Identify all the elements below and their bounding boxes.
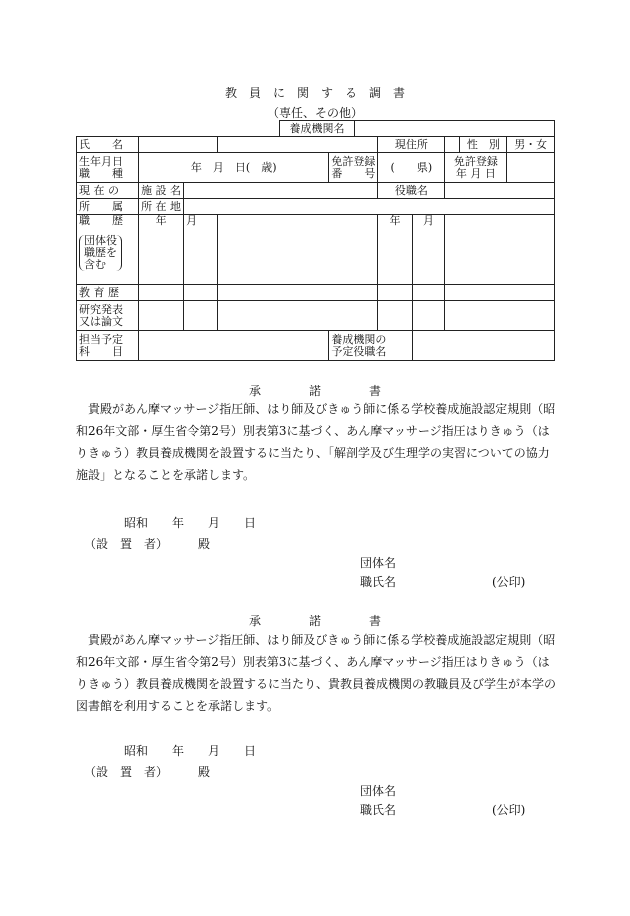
birth-label: 生年月日 bbox=[79, 154, 123, 168]
research-label bbox=[77, 301, 139, 331]
consent2-seal: (公印) bbox=[492, 803, 526, 817]
consent2-founder: （設 置 者） 殿 bbox=[84, 765, 211, 779]
consent1-org-label: 団体名 bbox=[360, 556, 397, 570]
group-note-3: 含む bbox=[84, 258, 106, 271]
name-field[interactable] bbox=[139, 137, 218, 153]
location-label: 所 在 地 bbox=[139, 199, 184, 215]
career-year-column-2[interactable]: 年 bbox=[378, 215, 412, 285]
career-detail-column[interactable] bbox=[218, 215, 378, 285]
sex-options[interactable]: 男・女 bbox=[507, 137, 555, 153]
license-number-label-1: 免許登録 bbox=[331, 154, 376, 168]
career-year-column[interactable]: 年 bbox=[139, 215, 184, 285]
consent1-date: 昭和 年 月 日 bbox=[124, 516, 257, 530]
research-label-1: 研究発表 bbox=[79, 302, 123, 316]
consent1-heading: 承 諾 書 bbox=[248, 384, 381, 398]
page-subtitle: （専任、その他） bbox=[266, 106, 363, 120]
consent2-heading: 承 諾 書 bbox=[248, 614, 381, 628]
name-label: 氏 名 bbox=[77, 137, 139, 153]
page-title: 教 員 に 関 す る 調 書 bbox=[224, 86, 405, 100]
subject-field[interactable] bbox=[139, 331, 329, 361]
institution-name-field[interactable] bbox=[355, 121, 555, 137]
license-number-label bbox=[329, 153, 378, 183]
institution-name-box bbox=[279, 120, 555, 137]
facility-name-field[interactable] bbox=[184, 183, 378, 199]
birth-job-label bbox=[77, 153, 139, 183]
career-month-column-2[interactable]: 月 bbox=[412, 215, 445, 285]
group-note-1: 団体役 bbox=[84, 234, 117, 247]
license-number-label-2: 番 号 bbox=[331, 166, 376, 180]
planned-position-label-2: 予定役職名 bbox=[331, 344, 387, 358]
career-label: 職 歴 bbox=[79, 214, 123, 227]
career-month-column[interactable]: 月 bbox=[184, 215, 218, 285]
license-date-label-1: 免許登録 bbox=[453, 154, 498, 168]
job-label: 職 種 bbox=[79, 166, 123, 180]
position-field[interactable] bbox=[445, 183, 555, 199]
consent2-name-label: 職氏名 bbox=[360, 803, 397, 817]
consent2-date: 昭和 年 月 日 bbox=[124, 744, 257, 758]
career-label-cell bbox=[77, 215, 139, 285]
position-label: 役職名 bbox=[378, 183, 445, 199]
sex-label: 性 別 bbox=[460, 137, 507, 153]
teacher-form bbox=[76, 136, 555, 361]
consent1-body: 貴殿があん摩マッサージ指圧師、はり師及びきゅう師に係る学校養成施設認定規則（昭和26年文部・厚生省令第2号）別表第3に基づく、あん摩マッサージ指圧はりきゅう（はりきゅう）教員養成機関を設置するに当たり、「解剖学及び生理学の実習についての協力施設」となることを承諾します。 bbox=[76, 402, 556, 482]
institution-name-label: 養成機関名 bbox=[280, 121, 355, 137]
affiliation-label: 所 属 bbox=[77, 199, 139, 215]
planned-position-label bbox=[329, 331, 412, 361]
consent2-body: 貴殿があん摩マッサージ指圧師、はり師及びきゅう師に係る学校養成施設認定規則（昭和26年文部・厚生省令第2号）別表第3に基づく、あん摩マッサージ指圧はりきゅう（はりきゅう）教員養成機関を設置するに当たり、貴教員養成機関の教職員及び学生が本学の図書館を利用することを承諾します。 bbox=[76, 633, 557, 713]
birth-field[interactable]: 年 月 日( 歳) bbox=[139, 153, 329, 183]
career-detail-column-2[interactable] bbox=[445, 215, 555, 285]
education-field[interactable] bbox=[445, 285, 555, 301]
address-field[interactable] bbox=[445, 137, 460, 153]
current-label: 現 在 の bbox=[77, 183, 139, 199]
research-field[interactable] bbox=[445, 301, 555, 331]
license-date-label-2: 年 月 日 bbox=[455, 166, 496, 180]
consent2-org-label: 団体名 bbox=[360, 784, 397, 798]
address-label: 現住所 bbox=[378, 137, 445, 153]
license-date-label bbox=[445, 153, 507, 183]
subject-label-1: 担当予定 bbox=[79, 332, 123, 346]
planned-position-label-1: 養成機関の bbox=[331, 332, 387, 346]
prefecture-field[interactable]: ( 県) bbox=[378, 153, 445, 183]
consent1-name-label: 職氏名 bbox=[360, 575, 397, 589]
group-note bbox=[79, 235, 136, 271]
location-field[interactable] bbox=[184, 199, 555, 215]
planned-position-field[interactable] bbox=[412, 331, 554, 361]
education-label: 教 育 歴 bbox=[77, 285, 139, 301]
research-label-2: 又は論文 bbox=[79, 314, 123, 328]
subject-label-2: 科 目 bbox=[79, 344, 123, 358]
group-note-2: 職歴を bbox=[84, 246, 117, 259]
consent1-seal: (公印) bbox=[492, 575, 526, 589]
license-date-field[interactable] bbox=[507, 153, 555, 183]
subject-label bbox=[77, 331, 139, 361]
consent1-founder: （設 置 者） 殿 bbox=[84, 537, 211, 551]
facility-name-label: 施 設 名 bbox=[139, 183, 184, 199]
